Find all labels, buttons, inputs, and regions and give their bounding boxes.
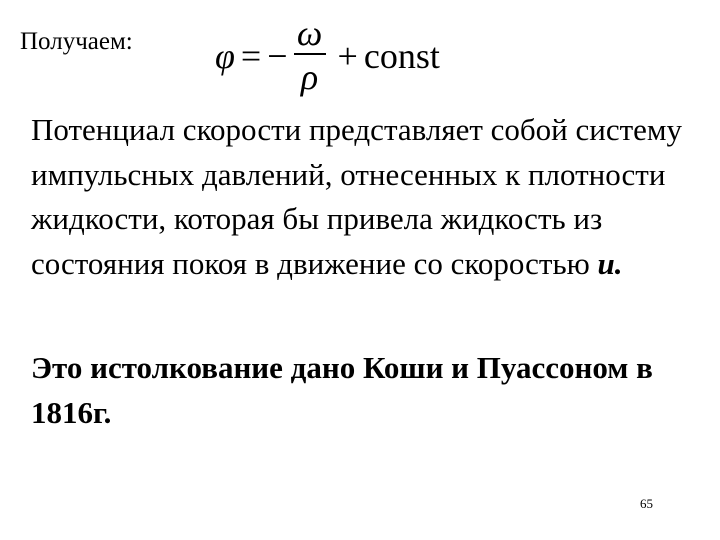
intro-label: Получаем: [20, 28, 133, 55]
formula-numerator: ω [296, 12, 323, 53]
formula-phi: φ [215, 35, 235, 76]
formula-const: const [363, 35, 440, 76]
page-number: 65 [640, 496, 653, 511]
velocity-potential-formula [215, 8, 440, 103]
interpretation-note: Это истолкование дано Коши и Пуассоном в 1816г. [31, 350, 653, 430]
formula-plus: + [337, 35, 358, 76]
description-text: Потенциал скорости представляет собой систему импульсных давлений, отнесенных к плотности жидкости, которая бы привела жидкость из состояния покоя в движение со скоростью [31, 112, 683, 281]
formula-equals: = [240, 35, 262, 76]
formula-denominator: ρ [300, 56, 319, 97]
formula-fraction [294, 13, 326, 99]
description-paragraph [31, 108, 716, 286]
formula-minus: − [267, 35, 288, 76]
velocity-symbol: u [597, 245, 615, 281]
description-end: . [614, 245, 623, 281]
